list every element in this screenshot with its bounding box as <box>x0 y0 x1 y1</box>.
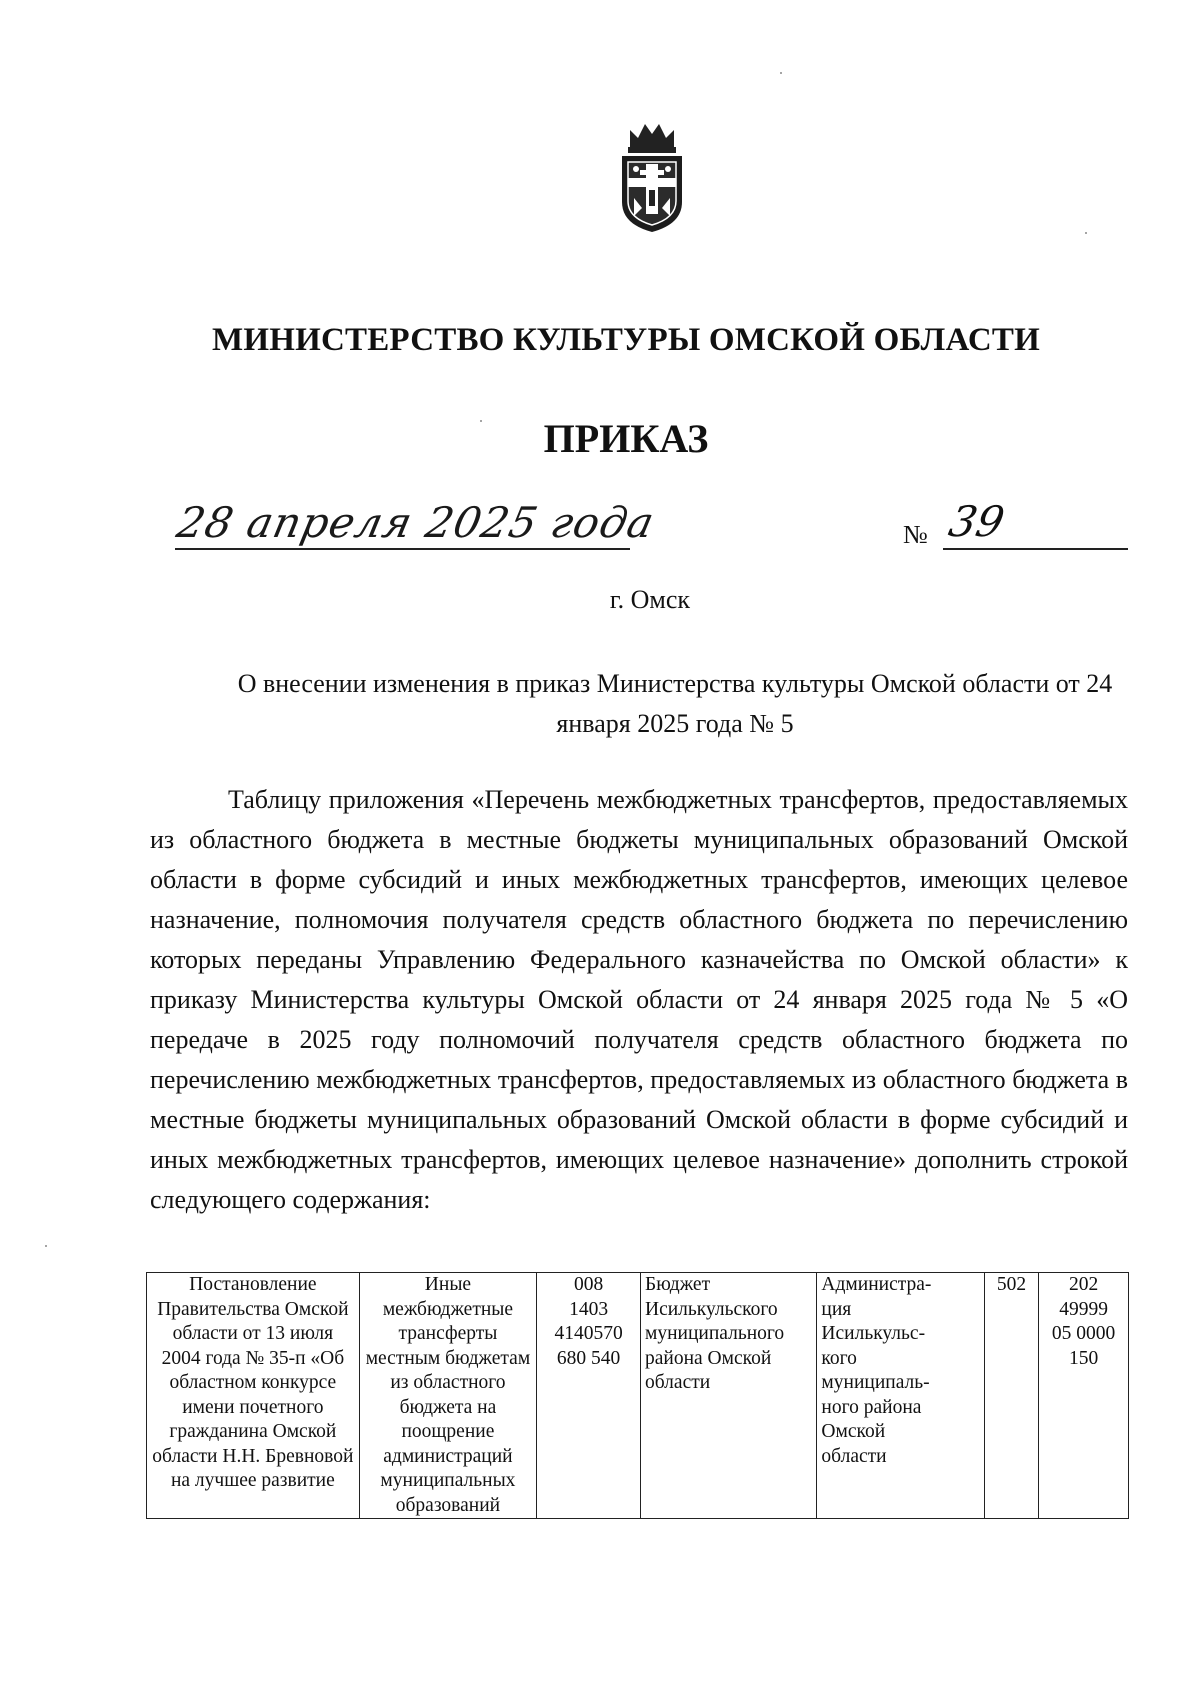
table-cell-recipient-budget: Бюджет Исилькульского муниципального района Омской области <box>641 1273 817 1519</box>
number-label: № <box>903 520 928 549</box>
table-cell-code-502: 502 <box>984 1273 1038 1519</box>
scan-speck <box>480 420 482 422</box>
order-body-paragraph: Таблицу приложения «Перечень межбюджетных трансфертов, предоставляемых из областного бюджета в местные бюджеты муниципальных образований Омской области в форме субсидий и иных межбюджетных трансфертов, имеющих целевое назначение, полномочия получателя средств областного бюджета по перечислению которых переданы Управлению Федерального казначейства по Омской области» к приказу Министерства культуры Омской области от 24 января 2025 года № 5 «О передаче в 2025 году полномочий получателя средств областного бюджета по перечислению межбюджетных трансфертов, предоставляемых из областного бюджета в местные бюджеты муниципальных образований Омской области в форме субсидий и иных межбюджетных трансфертов, имеющих целевое назначение» дополнить строкой следующего содержания: <box>150 785 1128 1214</box>
order-subject: О внесении изменения в приказ Министерства культуры Омской области от 24 января 2025 года № 5 <box>237 669 1113 738</box>
handwritten-date: 28 апреля 2025 года <box>172 498 660 547</box>
handwritten-number: 39 <box>944 497 1009 546</box>
scan-speck <box>45 1245 47 1247</box>
scan-speck <box>780 72 782 74</box>
table-cell-budget-code: 008 1403 4140570 680 540 <box>537 1273 641 1519</box>
document-type-title: ПРИКАЗ <box>543 416 709 461</box>
table-cell-legal-basis: Постановление Правительства Омской области от 13 июля 2004 года № 35-п «Об областном конкурсе имени почетного гражданина Омской области Н.Н. Бревновой на лучшее развитие <box>147 1273 360 1519</box>
scan-speck <box>1085 232 1087 234</box>
date-underline <box>175 548 630 550</box>
number-underline <box>943 548 1128 550</box>
table-row <box>147 1273 1129 1519</box>
omsk-coat-of-arms-icon <box>612 120 692 235</box>
transfers-table <box>146 1272 1129 1519</box>
ministry-title: МИНИСТЕРСТВО КУЛЬТУРЫ ОМСКОЙ ОБЛАСТИ <box>212 322 1040 358</box>
table-cell-administration: Администра- ция Исилькульс- кого муниципаль- ного района Омской области <box>817 1273 984 1519</box>
city-line: г. Омск <box>609 585 691 614</box>
table-cell-revenue-code: 202 49999 05 0000 150 <box>1039 1273 1129 1519</box>
table-cell-transfer-name: Иные межбюджетные трансферты местным бюджетам из областного бюджета на поощрение администраций муниципальных образований <box>359 1273 536 1519</box>
